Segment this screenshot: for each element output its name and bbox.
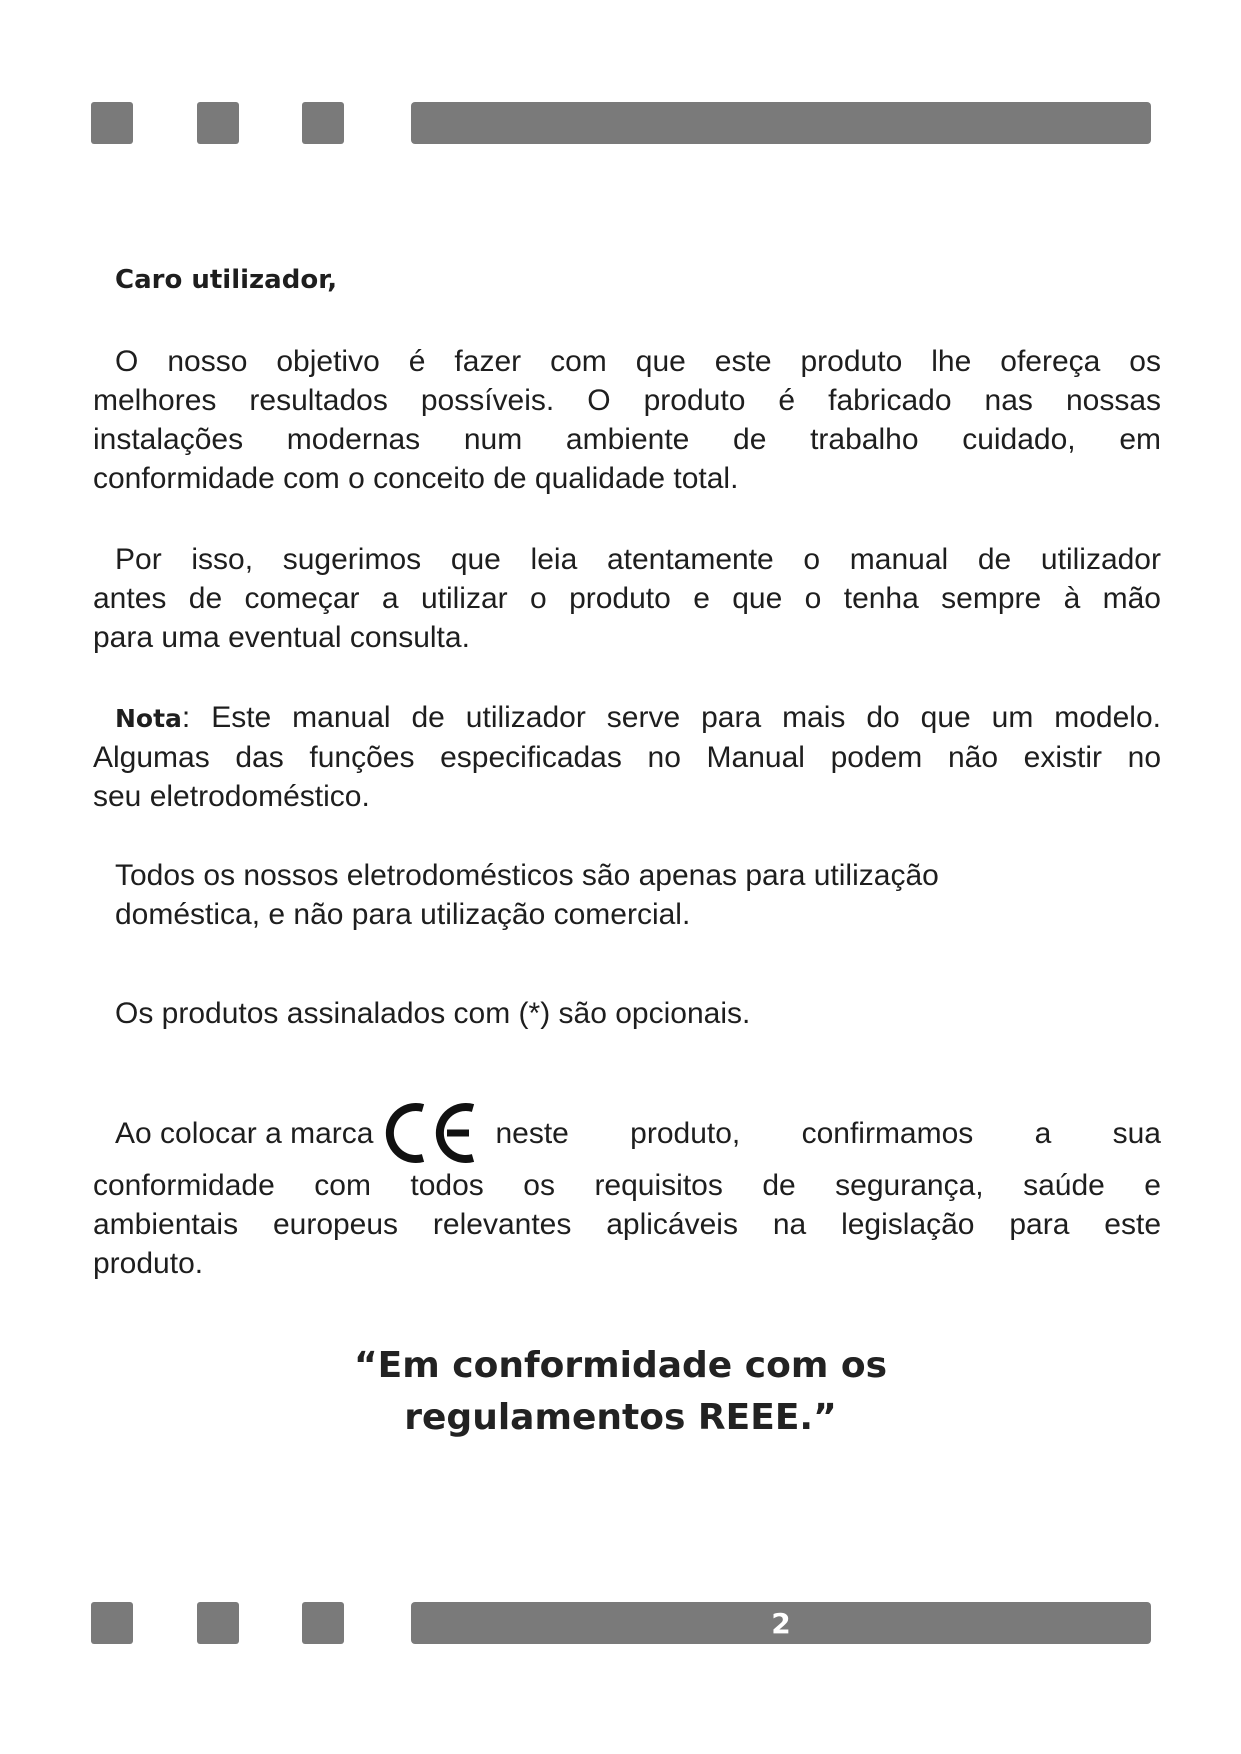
note-text: : Este manual de utilizador serve para mais do que um modelo. — [181, 701, 1161, 734]
text-line: instalações modernas num ambiente de trabalho cuidado, em — [93, 423, 1161, 456]
weee-quote — [0, 1340, 1241, 1444]
paragraph-domestic-use — [93, 856, 1161, 934]
footer-bar — [411, 1602, 1151, 1644]
header-bar — [411, 102, 1151, 144]
salutation: Caro utilizador, — [115, 265, 338, 295]
text-line: produto. — [93, 1247, 204, 1280]
footer-square-1 — [91, 1602, 133, 1644]
paragraph-objective — [93, 342, 1161, 498]
quote-line-2: regulamentos REEE.” — [404, 1397, 837, 1438]
text-line: Os produtos assinalados com (*) são opcionais. — [115, 997, 751, 1030]
text-line: doméstica, e não para utilização comercial. — [115, 898, 691, 931]
text-line: Algumas das funções especificadas no Manual podem não existir no — [93, 741, 1161, 774]
text-line: ambientais europeus relevantes aplicáveis na legislação para este — [93, 1208, 1161, 1241]
header-square-2 — [197, 102, 239, 144]
ce-first-line — [93, 1100, 1161, 1166]
ce-text-after: neste produto, confirmamos a sua — [495, 1116, 1161, 1150]
paragraph-optional — [93, 994, 1161, 1033]
quote-line-1: “Em conformidade com os — [353, 1345, 888, 1386]
ce-text-before: Ao colocar a marca — [115, 1116, 374, 1150]
text-line: Por isso, sugerimos que leia atentamente o manual de utilizador — [115, 543, 1161, 576]
ce-mark-icon — [383, 1100, 481, 1166]
header-square-1 — [91, 102, 133, 144]
text-line: conformidade com todos os requisitos de segurança, saúde e — [93, 1169, 1161, 1202]
header-square-3 — [302, 102, 344, 144]
paragraph-ce — [93, 1100, 1161, 1283]
text-line: para uma eventual consulta. — [93, 621, 470, 654]
page-number: 2 — [771, 1606, 791, 1640]
paragraph-note — [93, 698, 1161, 816]
footer-square-3 — [302, 1602, 344, 1644]
text-line: melhores resultados possíveis. O produto é fabricado nas nossas — [93, 384, 1161, 417]
text-line: seu eletrodoméstico. — [93, 780, 370, 813]
text-line: antes de começar a utilizar o produto e que o tenha sempre à mão — [93, 582, 1161, 615]
paragraph-read-manual — [93, 540, 1161, 657]
text-line: conformidade com o conceito de qualidade total. — [93, 462, 739, 495]
text-line: Todos os nossos eletrodomésticos são apenas para utilização — [115, 859, 939, 892]
note-label: Nota — [115, 704, 182, 733]
note-first-line — [93, 698, 1161, 738]
text-line: O nosso objetivo é fazer com que este produto lhe ofereça os — [115, 345, 1161, 378]
footer-square-2 — [197, 1602, 239, 1644]
